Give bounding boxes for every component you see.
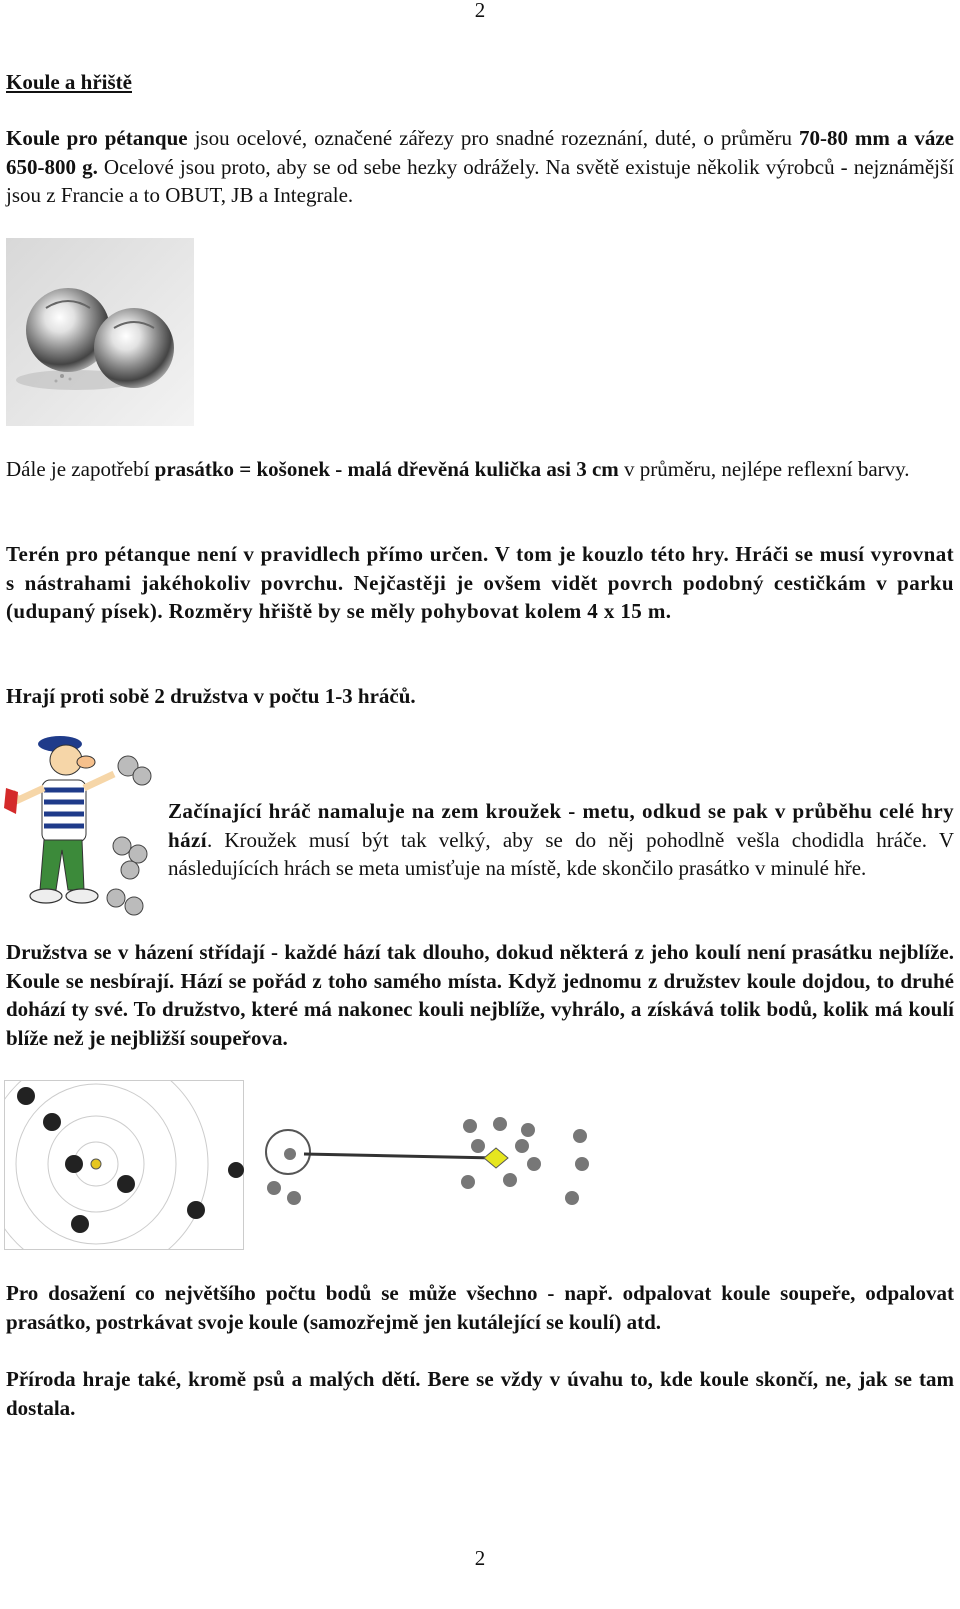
petanque-balls-photo bbox=[6, 238, 194, 426]
jack-bold: prasátko = košonek - malá dřevěná kulička asi 3 cm bbox=[154, 457, 619, 481]
circle-bold: Začínající hráč namaluje na zem kroužek - metu, odkud se pak v průběhu celé hry hází bbox=[168, 799, 954, 852]
paragraph-scoring: Družstva se v házení střídají - každé hází tak dlouho, dokud některá z jeho koulí není prasátku nejblíže. Koule se nesbírají. Hází se pořád z toho samého místa. Když jednomu z družstev koule dojdou, to druhé dohází ty své. To družstvo, které má nakonec kouli nejblíže, vyhrálo, a získává tolik bodů, kolik má koulí blíže než je nejbližší soupeřova. bbox=[6, 940, 954, 1050]
balls-text1: jsou ocelové, označené zářezy pro snadné rozeznání, duté, o průměru bbox=[187, 126, 799, 150]
circle-text: . Kroužek musí být tak velký, aby se do něj pohodlně vešla chodidla hráče. V následujících hrách se meta umisťuje na místě, kde skončilo prasátko v minulé hře. bbox=[168, 827, 954, 880]
jack-text2: v průměru, nejlépe reflexní barvy. bbox=[618, 457, 910, 481]
cartoon-player-illustration bbox=[4, 730, 156, 920]
page-number-bottom: 2 bbox=[474, 1546, 486, 1570]
paragraph-circle bbox=[168, 797, 954, 883]
paragraph-balls bbox=[6, 124, 954, 210]
paragraph-jack bbox=[6, 455, 954, 484]
balls-bold2: 70-80 mm a váze 650-800 g. bbox=[6, 126, 954, 179]
page-number-top: 2 bbox=[474, 0, 486, 22]
section-heading: Koule a hřiště bbox=[6, 70, 132, 94]
paragraph-nature: Příroda hraje také, kromě psů a malých dětí. Bere se vždy v úvahu to, kde koule skončí, ne, jak se tam dostala. bbox=[6, 1367, 954, 1420]
paragraph-teams: Hrají proti sobě 2 družstva v počtu 1-3 hráčů. bbox=[6, 684, 416, 708]
throwing-line-diagram bbox=[252, 1080, 610, 1250]
paragraph-terrain: Terén pro pétanque není v pravidlech přímo určen. V tom je kouzlo této hry. Hráči se musí vyrovnat s nástrahami jakéhokoliv povrchu. Nejčastěji je ovšem vidět povrch podobný cestičkám v parku (udupaný písek). Rozměry hřiště by se měly pohybovat kolem 4 x 15 m. bbox=[6, 542, 954, 623]
balls-bold: Koule pro pétanque bbox=[6, 126, 188, 150]
paragraph-strategy: Pro dosažení co největšího počtu bodů se může všechno - např. odpalovat koule soupeře, odpalovat prasátko, postrkávat svoje koule (samozřejmě jen kutálející se koulí) atd. bbox=[6, 1281, 954, 1334]
jack-text1: Dále je zapotřebí bbox=[6, 457, 155, 481]
balls-text2: Ocelové jsou proto, aby se od sebe hezky odrážely. Na světě existuje několik výrobců - nejznámější jsou z Francie a to OBUT, JB a Integrale. bbox=[6, 154, 954, 207]
target-circles-diagram bbox=[4, 1080, 244, 1250]
